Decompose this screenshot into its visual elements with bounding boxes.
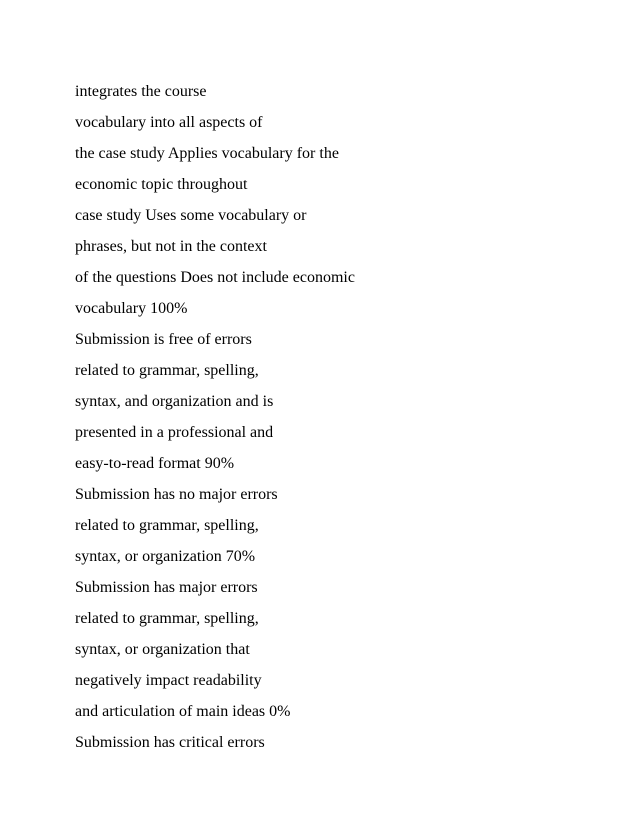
text-line: case study Uses some vocabulary or (75, 207, 307, 224)
text-line: Submission has critical errors (75, 734, 265, 751)
text-line: related to grammar, spelling, (75, 610, 259, 627)
text-line: and articulation of main ideas 0% (75, 703, 291, 720)
text-line: negatively impact readability (75, 672, 262, 689)
text-line: integrates the course (75, 83, 207, 100)
text-line: Submission is free of errors (75, 331, 252, 348)
text-line: economic topic throughout (75, 176, 248, 193)
document-body (75, 76, 355, 758)
text-line: presented in a professional and (75, 424, 274, 441)
text-line: syntax, or organization 70% (75, 548, 256, 565)
text-line: of the questions Does not include economic (75, 269, 355, 286)
text-line: syntax, or organization that (75, 641, 250, 658)
text-line: related to grammar, spelling, (75, 517, 259, 534)
text-line: vocabulary into all aspects of (75, 114, 263, 131)
text-line: Submission has major errors (75, 579, 258, 596)
text-line: related to grammar, spelling, (75, 362, 259, 379)
text-line: phrases, but not in the context (75, 238, 267, 255)
text-line: the case study Applies vocabulary for the (75, 145, 339, 162)
text-line: Submission has no major errors (75, 486, 278, 503)
text-line: vocabulary 100% (75, 300, 188, 317)
text-line: syntax, and organization and is (75, 393, 274, 410)
text-line: easy-to-read format 90% (75, 455, 235, 472)
